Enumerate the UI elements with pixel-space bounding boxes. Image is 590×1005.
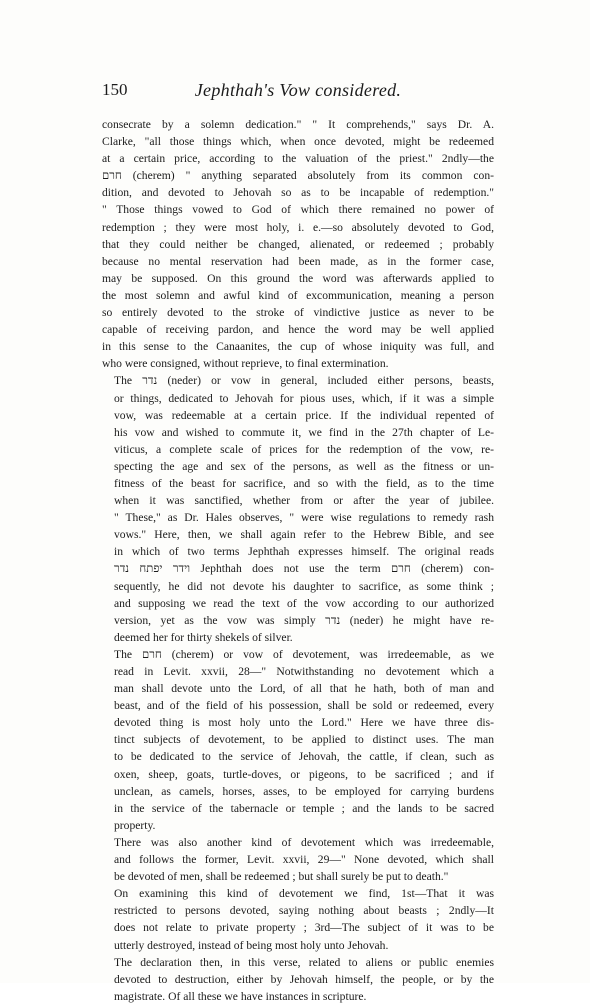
text-line: or things, dedicated to Jehovah for pious uses, which, if it was a simple [114, 391, 494, 405]
text-line: There was also another kind of devotement which was irredeemable, [114, 835, 494, 849]
text-line: The declaration then, in this verse, related to aliens or public enemies [114, 955, 494, 969]
text-line: וידר יפתח נדר Jephthah does not use the term חרם (cherem) con- [114, 562, 494, 576]
text-line: and supposing we read the text of the vow according to our authorized [114, 596, 494, 610]
text-line: fitness of the beast for sacrifice, and so with the field, as to the time [114, 476, 494, 490]
paragraph [102, 954, 494, 1005]
paragraph [102, 646, 494, 834]
paragraph [102, 372, 494, 646]
text-line: restricted to persons devoted, saying nothing about beasts ; 2ndly—It [114, 904, 494, 918]
text-line: oxen, sheep, goats, turtle-doves, or pigeons, to be sacrificed ; and if [114, 767, 494, 781]
text-line: dition, and devoted to Jehovah so as to be incapable of redemption." [102, 186, 494, 200]
text-line: The נדר (neder) or vow in general, included either persons, beasts, [114, 374, 494, 388]
text-line: in this sense to the Canaanites, the cup of whose iniquity was full, and [102, 340, 494, 354]
text-line: consecrate by a solemn dedication." " It comprehends," says Dr. A. [102, 118, 494, 131]
text-line: redemption ; they were most holy, i. e.—so absolutely devoted to God, [102, 220, 494, 234]
text-line: utterly destroyed, instead of being most holy unto Jehovah. [114, 938, 389, 952]
paragraph [102, 885, 494, 953]
text-line: read in Levit. xxvii, 28—" Notwithstanding no devotement which a [114, 665, 494, 678]
text-line: that they could neither be changed, alienated, or redeemed ; probably [102, 237, 494, 251]
paragraph [102, 116, 494, 372]
text-line: in which of two terms Jephthah expresses himself. The original reads [114, 545, 494, 559]
text-line: because no mental reservation had been made, as in the former case, [102, 254, 494, 268]
text-line: deemed her for thirty shekels of silver. [114, 630, 293, 644]
text-line: magistrate. Of all these we have instances in scripture. [114, 989, 367, 1003]
text-line: his vow and wished to commute it, we find in the 27th chapter of Le- [114, 425, 494, 439]
text-line: viticus, a complete scale of prices for the redemption of the vow, re- [114, 442, 494, 456]
text-line: vow, was redeemable at a certain price. If the individual repented of [114, 408, 494, 422]
text-line: property. [114, 818, 156, 832]
running-title: Jephthah's Vow considered. [194, 80, 402, 100]
text-line: On examining this kind of devotement we find, 1st—That it was [114, 887, 494, 901]
text-line: beast, and of the field of his possession, shall be sold or redeemed, every [114, 699, 494, 713]
text-line: devoted to destruction, either by Jehovah himself, the people, or by the [114, 972, 494, 986]
text-line: tinct subjects of devotement, to be applied to distinct uses. The man [114, 733, 494, 747]
text-line: in the service of the tabernacle or temple ; and the lands to be sacred [114, 801, 494, 815]
text-line: who were consigned, without reprieve, to final extermination. [102, 357, 389, 371]
paragraph [102, 834, 494, 885]
text-line: version, yet as the vow was simply נדר (neder) he might have re- [114, 613, 494, 627]
page-number: 150 [102, 80, 128, 99]
text-line: חרם (cherem) " anything separated absolutely from its common con- [102, 169, 494, 183]
text-line: devoted thing is most holy unto the Lord." Here we have three dis- [114, 716, 494, 730]
text-line: vows." Here, then, we shall again refer to the Hebrew Bible, and see [114, 528, 494, 542]
text-line: the most solemn and awful kind of excommunication, meaning a person [102, 288, 494, 302]
text-line: specting the age and sex of the persons, as well as the fitness or un- [114, 459, 494, 473]
text-line: unclean, as camels, horses, asses, to be employed for carrying burdens [114, 784, 494, 798]
text-line: sequently, he did not devote his daughter to sacrifice, as some think ; [114, 579, 494, 593]
text-line: and follows the former, Levit. xxvii, 29—" None devoted, which shall [114, 853, 494, 867]
text-line: " Those things vowed to God of which there remained no power of [102, 203, 494, 217]
text-line: may be supposed. On this ground the word was afterwards applied to [102, 271, 494, 285]
text-line: when it was sanctified, whether from or after the year of jubilee. [114, 494, 494, 508]
running-head [102, 80, 494, 104]
text-line: to be dedicated to the service of Jehovah, the cattle, if clean, such as [114, 750, 494, 764]
text-line: man shall devote unto the Lord, of all that he hath, both of man and [114, 682, 494, 696]
text-line: so entirely devoted to the stroke of vindictive justice as never to be [102, 306, 494, 320]
text-line: at a certain price, according to the valuation of the priest." 2ndly—the [102, 152, 494, 166]
body-text [102, 116, 494, 1005]
text-line: be devoted of men, shall be redeemed ; but shall surely be put to death." [114, 870, 449, 884]
text-line: capable of receiving pardon, and hence the word may be well applied [102, 323, 494, 337]
text-line: Clarke, "all those things which, when once devoted, might be redeemed [102, 135, 494, 149]
text-line: does not relate to private property ; 3rd—The subject of it was to be [114, 921, 494, 935]
text-line: The חרם (cherem) or vow of devotement, was irredeemable, as we [114, 647, 494, 661]
text-line: " These," as Dr. Hales observes, " were wise regulations to remedy rash [114, 511, 494, 525]
